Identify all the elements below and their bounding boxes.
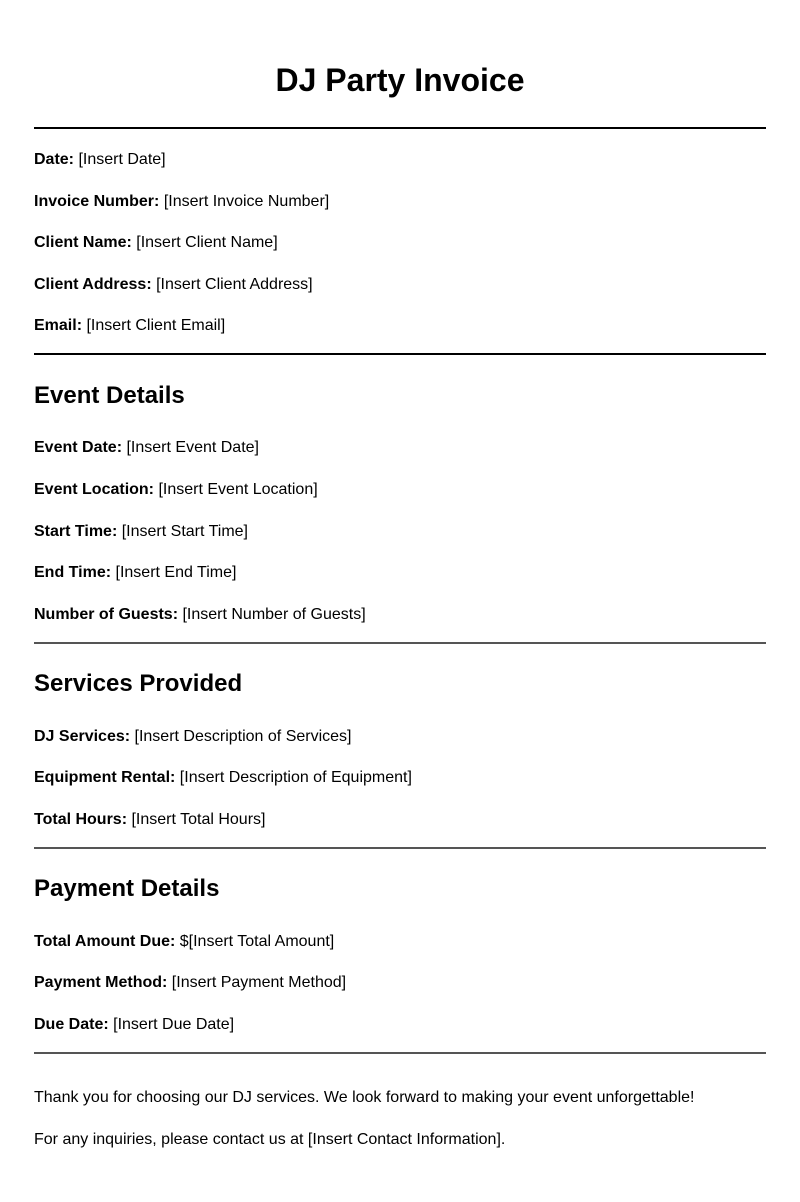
client-address-value: [Insert Client Address]: [156, 276, 313, 293]
end-time-field: [34, 563, 236, 583]
number-of-guests-field: [34, 605, 366, 625]
invoice-title: DJ Party Invoice: [275, 62, 525, 98]
invoice-number-field: [34, 192, 329, 212]
dj-services-field: [34, 727, 351, 747]
date-value: [Insert Date]: [78, 151, 166, 168]
contact-note: For any inquiries, please contact us at [Insert Contact Information].: [34, 1131, 506, 1148]
equipment-rental-value: [Insert Description of Equipment]: [179, 769, 412, 786]
total-hours-label: Total Hours:: [34, 811, 128, 828]
payment-method-label: Payment Method:: [34, 974, 168, 991]
client-address-label: Client Address:: [34, 276, 152, 293]
client-name-value: [Insert Client Name]: [136, 234, 278, 251]
event-details-heading: Event Details: [34, 382, 185, 409]
event-divider: [34, 642, 766, 644]
payment-divider: [34, 1052, 766, 1054]
total-hours-value: [Insert Total Hours]: [131, 811, 266, 828]
email-value: [Insert Client Email]: [86, 317, 226, 334]
total-hours-field: [34, 810, 265, 830]
event-date-field: [34, 438, 259, 458]
event-location-field: [34, 480, 318, 500]
equipment-rental-label: Equipment Rental:: [34, 769, 176, 786]
dj-services-label: DJ Services:: [34, 728, 131, 745]
number-of-guests-label: Number of Guests:: [34, 606, 179, 623]
event-location-label: Event Location:: [34, 481, 155, 498]
start-time-value: [Insert Start Time]: [121, 523, 248, 540]
payment-details-heading: Payment Details: [34, 875, 220, 902]
title-divider: [34, 127, 766, 129]
due-date-field: [34, 1015, 234, 1035]
total-amount-due-field: [34, 932, 334, 952]
invoice-number-label: Invoice Number:: [34, 193, 160, 210]
number-of-guests-value: [Insert Number of Guests]: [182, 606, 366, 623]
invoice-number-value: [Insert Invoice Number]: [163, 193, 330, 210]
start-time-field: [34, 522, 248, 542]
payment-method-value: [Insert Payment Method]: [171, 974, 347, 991]
services-divider: [34, 847, 766, 849]
date-label: Date:: [34, 151, 75, 168]
due-date-label: Due Date:: [34, 1016, 109, 1033]
end-time-label: End Time:: [34, 564, 112, 581]
total-amount-due-value: $[Insert Total Amount]: [179, 933, 335, 950]
start-time-label: Start Time:: [34, 523, 118, 540]
client-name-field: [34, 233, 278, 253]
due-date-value: [Insert Due Date]: [113, 1016, 235, 1033]
services-provided-heading: Services Provided: [34, 670, 243, 697]
total-amount-due-label: Total Amount Due:: [34, 933, 176, 950]
payment-method-field: [34, 973, 346, 993]
header-divider: [34, 353, 766, 355]
dj-services-value: [Insert Description of Services]: [134, 728, 352, 745]
thank-you-note: Thank you for choosing our DJ services. We look forward to making your event unforgettable!: [34, 1089, 695, 1106]
date-field: [34, 150, 166, 170]
email-label: Email:: [34, 317, 83, 334]
event-date-value: [Insert Event Date]: [126, 439, 259, 456]
client-address-field: [34, 275, 313, 295]
email-field: [34, 316, 225, 336]
equipment-rental-field: [34, 768, 412, 788]
event-location-value: [Insert Event Location]: [158, 481, 318, 498]
client-name-label: Client Name:: [34, 234, 132, 251]
end-time-value: [Insert End Time]: [115, 564, 237, 581]
event-date-label: Event Date:: [34, 439, 123, 456]
